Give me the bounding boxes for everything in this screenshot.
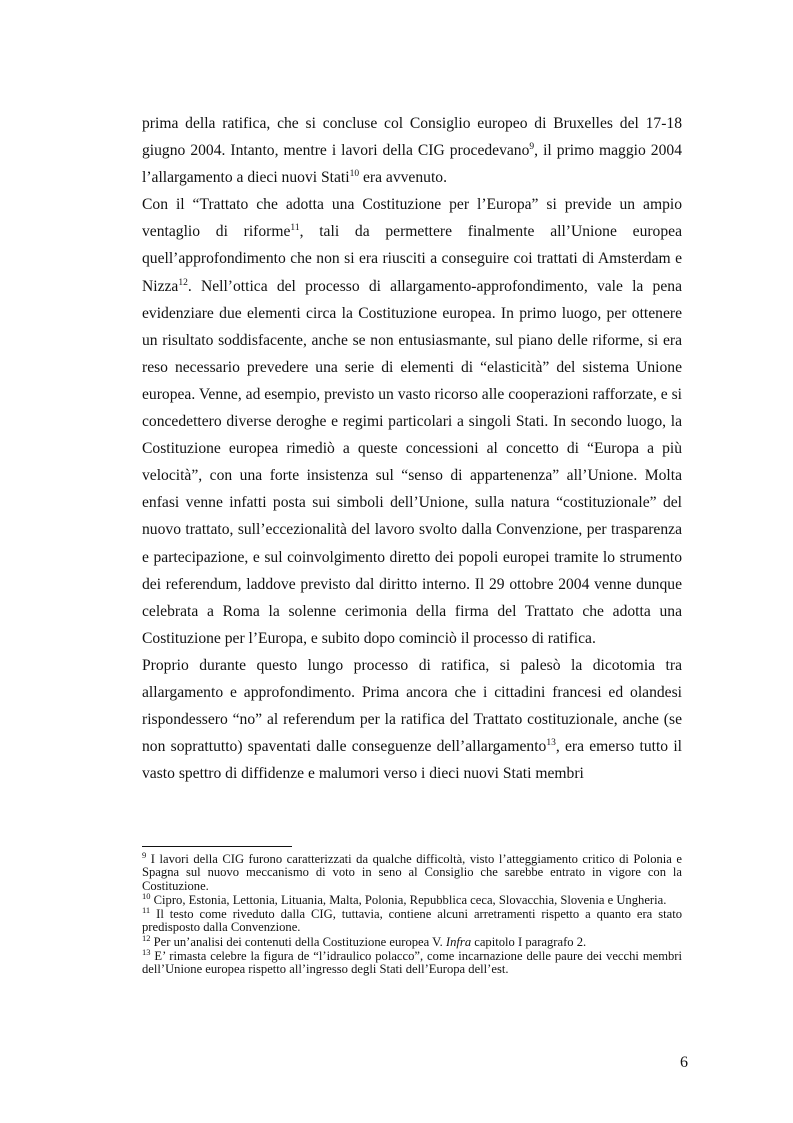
footnote-text: capitolo I paragrafo 2. xyxy=(471,934,587,949)
footnote-11 xyxy=(142,905,682,935)
footnote-number: 12 xyxy=(142,932,151,943)
paragraph-1-text-c: era avvenuto. xyxy=(359,169,447,187)
footnote-ref-13[interactable]: 13 xyxy=(546,737,556,748)
footnote-text: Per un’analisi dei contenuti della Costituzione europea V. xyxy=(150,934,446,949)
footnote-text: Il testo come riveduto dalla CIG, tuttavia, contiene alcuni arretramenti rispetto a quanto era stato predisposto dalla Convenzione. xyxy=(142,907,682,935)
body-text xyxy=(142,110,682,787)
footnote-12 xyxy=(142,932,682,949)
footnote-number: 13 xyxy=(142,946,151,957)
footnote-separator xyxy=(142,846,292,847)
footnote-text: I lavori della CIG furono caratterizzati da qualche difficoltà, visto l’atteggiamento critico di Polonia e Spagna sul nuovo meccanismo di voto in seno al Consiglio che sarebbe entrato in vigore con la Costituzione. xyxy=(142,852,682,893)
paragraph-2-text-b: , tali da permettere finalmente all’Unione europea quell’approfondimento che non si era riusciti a conseguire coi trattati di Amsterdam e Nizza xyxy=(142,223,682,295)
footnote-13 xyxy=(142,946,682,977)
footnote-ref-11[interactable]: 11 xyxy=(290,223,300,234)
paragraph-1-text-a: prima della ratifica, che si concluse col Consiglio europeo di Bruxelles del 17-18 giugno 2004. Intanto, mentre i lavori della CIG procedevano xyxy=(142,115,682,160)
footnote-number: 10 xyxy=(142,890,151,901)
paragraph-1-text-b: , il primo maggio 2004 l’allargamento a dieci nuovi Stati xyxy=(142,142,682,187)
footnote-ref-9[interactable]: 9 xyxy=(529,141,535,152)
page-number: 6 xyxy=(680,1054,688,1071)
paragraph-3 xyxy=(142,652,682,787)
footnote-number: 11 xyxy=(142,905,151,915)
paragraph-2 xyxy=(142,191,682,652)
footnotes xyxy=(142,849,682,978)
footnote-ref-12[interactable]: 12 xyxy=(178,277,188,288)
footnote-ref-10[interactable]: 10 xyxy=(349,169,360,179)
paragraph-1 xyxy=(142,110,682,191)
footnote-text: Cipro, Estonia, Lettonia, Lituania, Malta, Polonia, Repubblica ceca, Slovacchia, Slovenia e Ungheria. xyxy=(150,892,667,907)
footnote-10 xyxy=(142,890,682,907)
footnote-text: E’ rimasta celebre la figura de “l’idraulico polacco”, come incarnazione delle paure dei vecchi membri dell’Unione europea rispetto all’ingresso degli Stati dell’Europa dell’est. xyxy=(142,949,682,977)
paragraph-3-text-b: , era emerso tutto il vasto spettro di diffidenze e malumori verso i dieci nuovi Stati membri xyxy=(142,738,682,783)
paragraph-2-text-a: Con il “Trattato che adotta una Costituzione per l’Europa” si previde un ampio ventaglio di riforme xyxy=(142,196,682,241)
footnote-italic-text: Infra xyxy=(445,934,472,949)
footnote-number: 9 xyxy=(142,849,147,860)
footnote-9 xyxy=(142,849,682,893)
paragraph-2-text-c: . Nell’ottica del processo di allargamento-approfondimento, vale la pena evidenziare due elementi circa la Costituzione europea. In primo luogo, per ottenere un risultato soddisfacente, anche se non entusiasmante, sul piano delle riforme, si era reso necessario prevedere una serie di elementi di “elasticità” del sistema Unione europea. Venne, ad esempio, previsto un vasto ricorso alle cooperazioni rafforzate, e si concedettero diverse deroghe e regimi particolari a singoli Stati. In secondo luogo, la Costituzione europea rimediò a queste concessioni al concetto di “Europa a più velocità”, con una forte insistenza sul “senso di appartenenza” all’Unione. Molta enfasi venne infatti posta sui simboli dell’Unione, sulla natura “costituzionale” del nuovo trattato, sull’eccezionalità del lavoro svolto dalla Convenzione, per trasparenza e partecipazione, e sul coinvolgimento diretto dei popoli europei tramite lo strumento dei referendum, laddove previsto dal diritto interno. Il 29 ottobre 2004 venne dunque celebrata a Roma la solenne cerimonia della firma del Trattato che adotta una Costituzione per l’Europa, e subito dopo cominciò il processo di ratifica. xyxy=(142,277,682,647)
paragraph-3-text-a: Proprio durante questo lungo processo di ratifica, si palesò la dicotomia tra allargamento e approfondimento. Prima ancora che i cittadini francesi ed olandesi rispondessero “no” al referendum per la ratifica del Trattato costituzionale, anche (se non soprattutto) spaventati dalle conseguenze dell’allargamento xyxy=(142,656,682,756)
